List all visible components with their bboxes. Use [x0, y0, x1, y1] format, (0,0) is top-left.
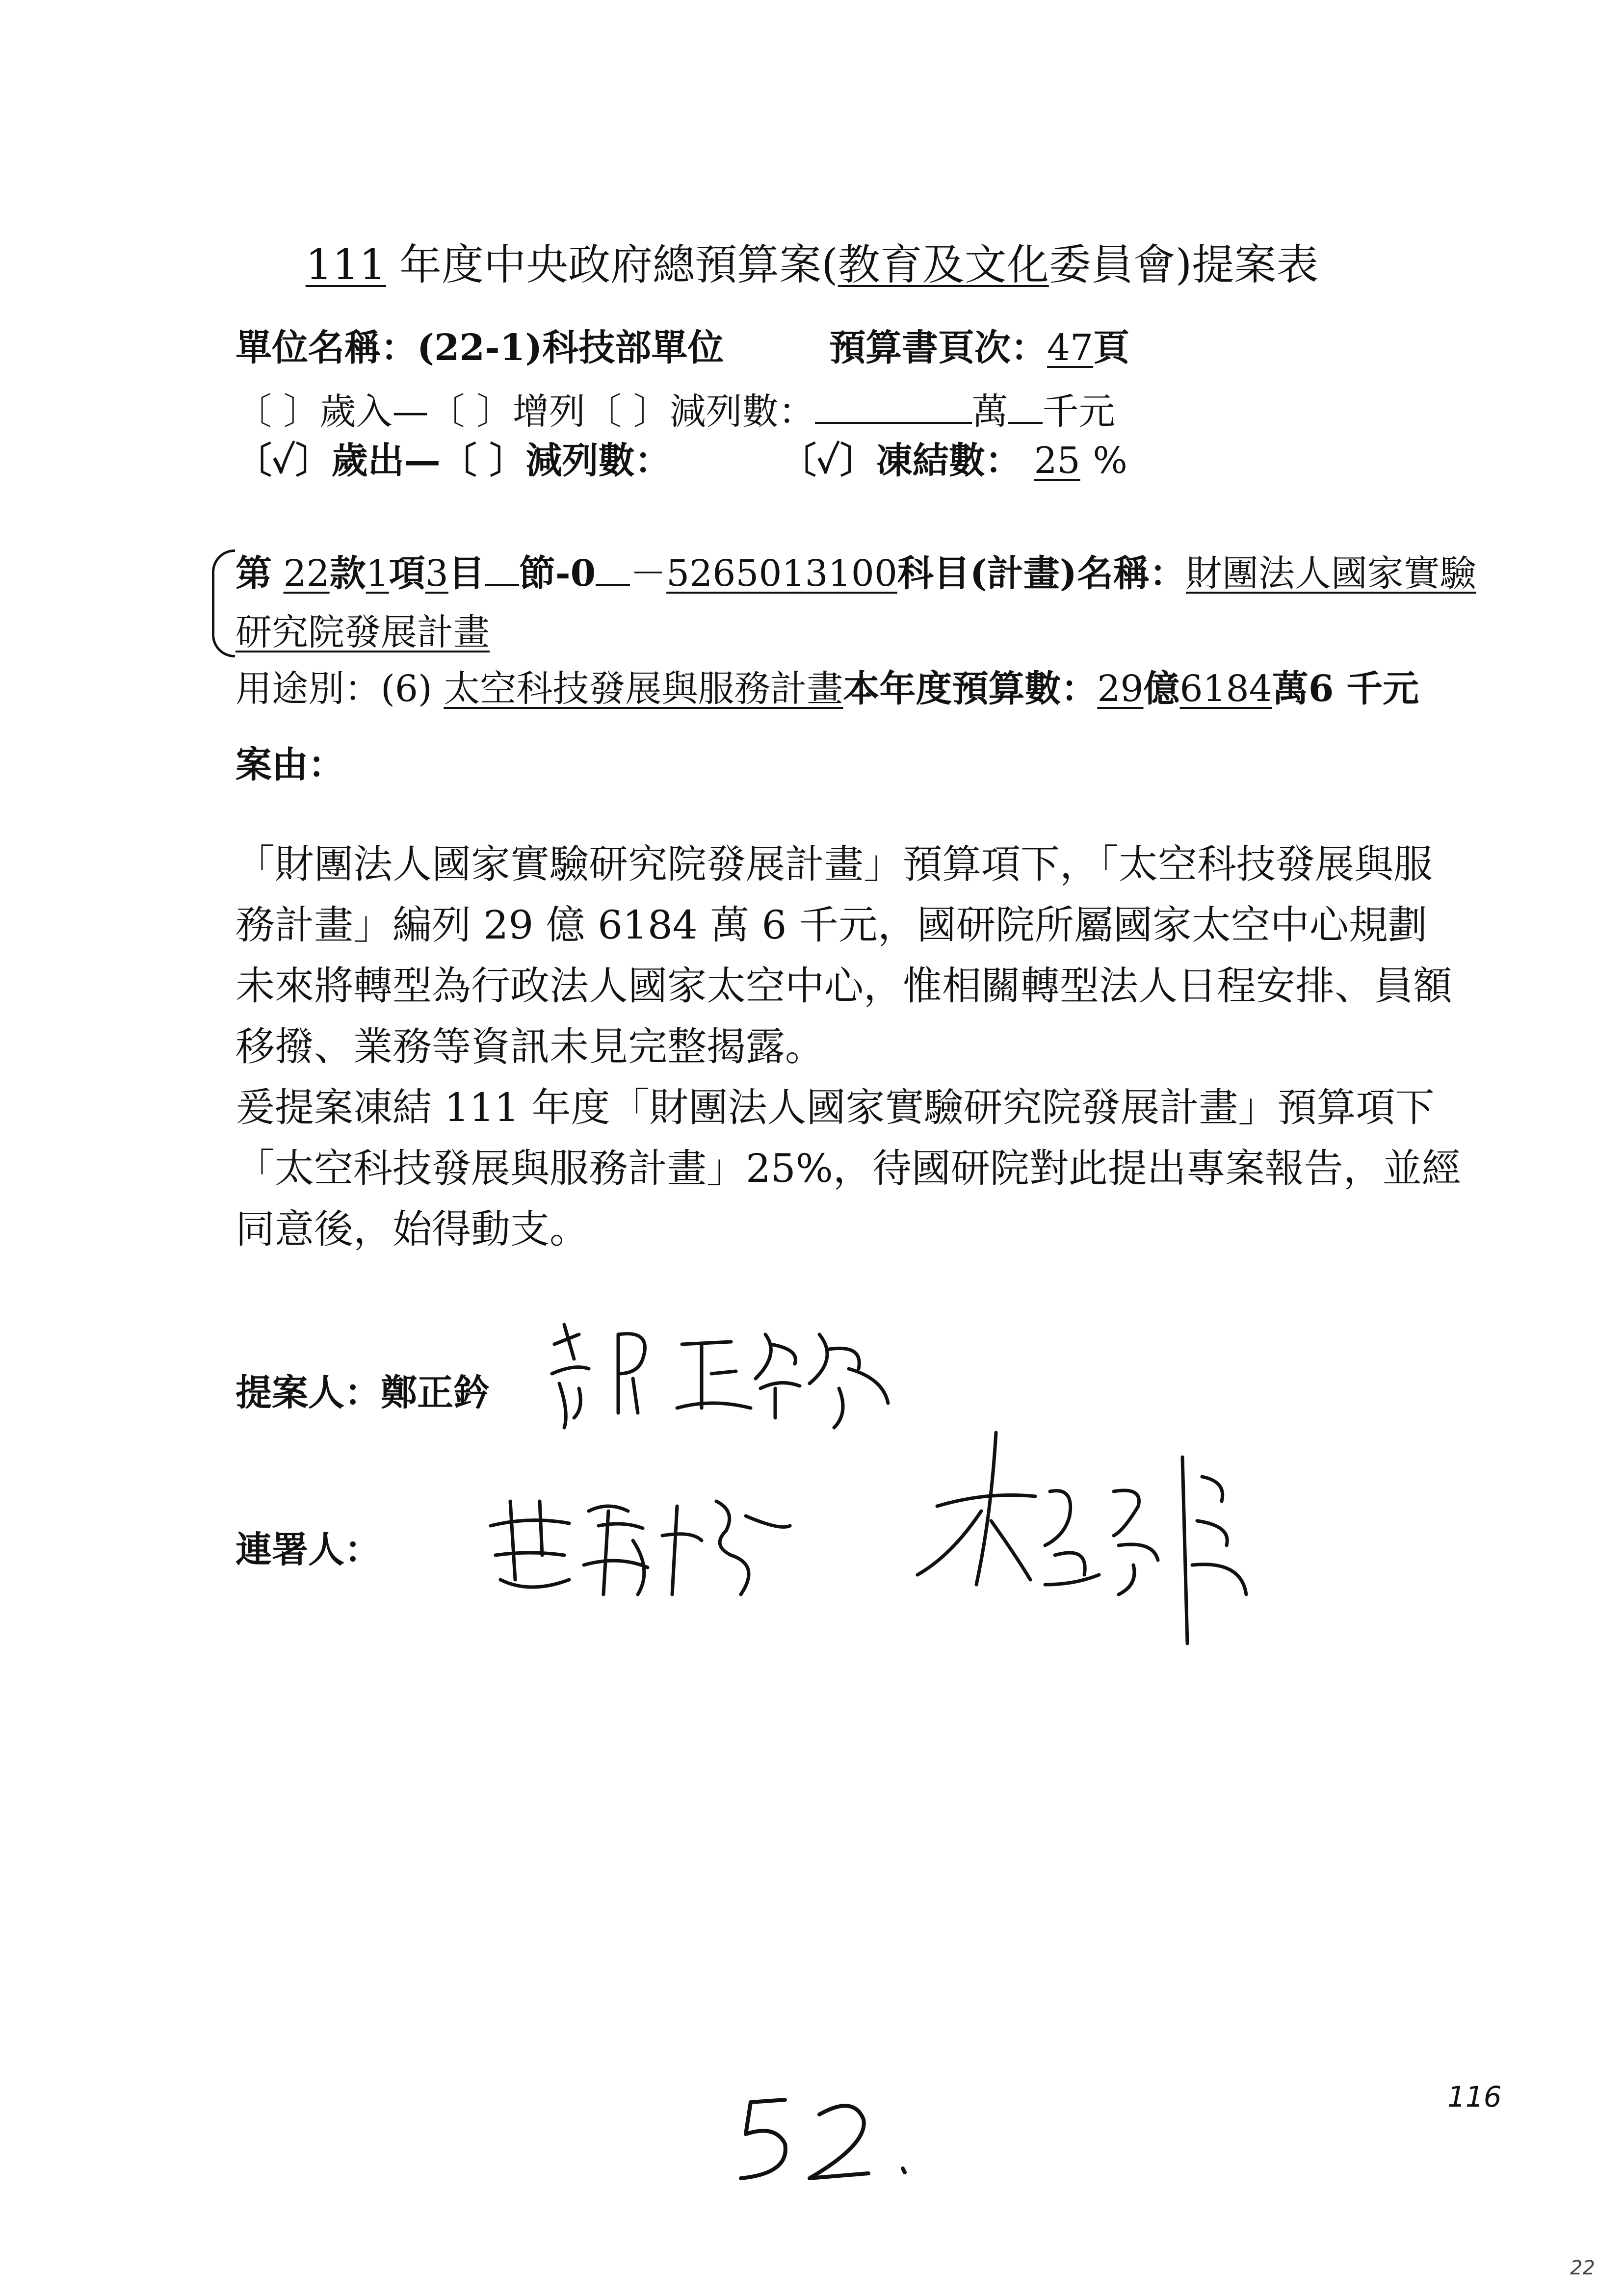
- item-jie-num-blank: [596, 554, 630, 586]
- budget-page-number: 47: [1047, 327, 1094, 369]
- freeze-value: 25: [1034, 440, 1080, 482]
- budget-yi-unit: 億: [1143, 668, 1180, 710]
- revenue-thousand-blank: [1008, 392, 1043, 424]
- revenue-line: [236, 383, 1115, 435]
- expense-line: [236, 432, 671, 484]
- usage-label: 用途別：(6): [236, 668, 444, 710]
- usage-line: [236, 660, 1419, 712]
- budget-page-unit: 頁: [1093, 327, 1130, 369]
- item-line-1: [236, 545, 1476, 597]
- cosigner-signature-1: [486, 1482, 805, 1609]
- title-text-b: 委員會)提案表: [1048, 240, 1319, 289]
- title-committee: 教育及文化: [838, 240, 1049, 289]
- budget-page-line: [829, 319, 1129, 371]
- cosigner-signature-2: [908, 1418, 1251, 1653]
- freeze-line: [780, 432, 1127, 484]
- budget-wan-unit: 萬: [1272, 668, 1309, 710]
- title-year: 111: [305, 240, 386, 289]
- side-number: 116: [1447, 2080, 1502, 2113]
- freeze-pct: %: [1093, 440, 1127, 482]
- item-name-part1: 財團法人國家實驗: [1185, 552, 1476, 595]
- budget-rest: 6 千元: [1308, 668, 1419, 710]
- item-dash: －: [630, 552, 667, 595]
- form-title: [0, 231, 1624, 291]
- proposer-signature: [545, 1315, 898, 1433]
- body-paragraph-2: 爰提案凍結 111 年度「財團法人國家實驗研究院發展計畫」預算項下「太空科技發展與服務計畫」25%，待國研院對此提出專案報告，並經同意後，始得動支。: [236, 1085, 1461, 1252]
- item-xiang: 1: [366, 552, 389, 595]
- budget-wan: 6184: [1179, 668, 1272, 710]
- reason-label: 案由：: [236, 744, 344, 786]
- budget-yi: 29: [1097, 668, 1144, 710]
- expense-text: 〔✓〕歲出—〔 〕減列數：: [236, 440, 671, 482]
- item-jie-blank: [485, 554, 519, 586]
- budget-label: 本年度預算數：: [843, 668, 1098, 710]
- freeze-label: 〔✓〕凍結數：: [780, 440, 1022, 482]
- item-kuan-label: 款: [329, 552, 366, 595]
- item-jie-label: 節-0: [519, 552, 596, 595]
- reason-body: [236, 834, 1462, 1260]
- cosigner-label: 連署人：: [236, 1529, 381, 1571]
- title-text-a: 年度中央政府總預算案(: [386, 240, 838, 289]
- corner-mark: 22: [1570, 2257, 1595, 2279]
- revenue-wan: 萬: [971, 391, 1008, 433]
- unit-label: 單位名稱：(22-1)科技部單位: [236, 327, 724, 369]
- page-number-handwritten: [731, 2090, 937, 2188]
- item-kuan: 22: [283, 552, 330, 595]
- body-paragraph-1: 「財團法人國家實驗研究院發展計畫」預算項下，「太空科技發展與服務計畫」編列 29 億 6184 萬 6 千元，國研院所屬國家太空中心規劃未來將轉型為行政法人國家太空中心，惟相關轉型法人日程安排、員額移撥、業務等資訊未見完整揭露。: [236, 841, 1452, 1070]
- revenue-text: 〔 〕歲入—〔 〕增列〔 〕減列數：: [236, 391, 815, 433]
- item-bracket: [212, 549, 235, 657]
- item-name-label: 科目(計畫)名稱：: [897, 552, 1186, 595]
- unit-line: [236, 319, 724, 371]
- item-kuan-prefix: 第: [236, 552, 272, 595]
- item-xiang-label: 項: [389, 552, 425, 595]
- item-line-2: [236, 603, 490, 655]
- proposer-label: 提案人：鄭正鈐: [236, 1372, 490, 1414]
- revenue-thousand: 千元: [1042, 391, 1115, 433]
- item-mu: 3: [425, 552, 448, 595]
- item-code: 5265013100: [666, 552, 897, 595]
- item-name-part2: 研究院發展計畫: [236, 611, 490, 653]
- budget-page-label: 預算書頁次：: [829, 327, 1047, 369]
- usage-name: 太空科技發展與服務計畫: [444, 668, 843, 710]
- revenue-amount-blank: [815, 392, 972, 424]
- item-mu-label: 目: [448, 552, 485, 595]
